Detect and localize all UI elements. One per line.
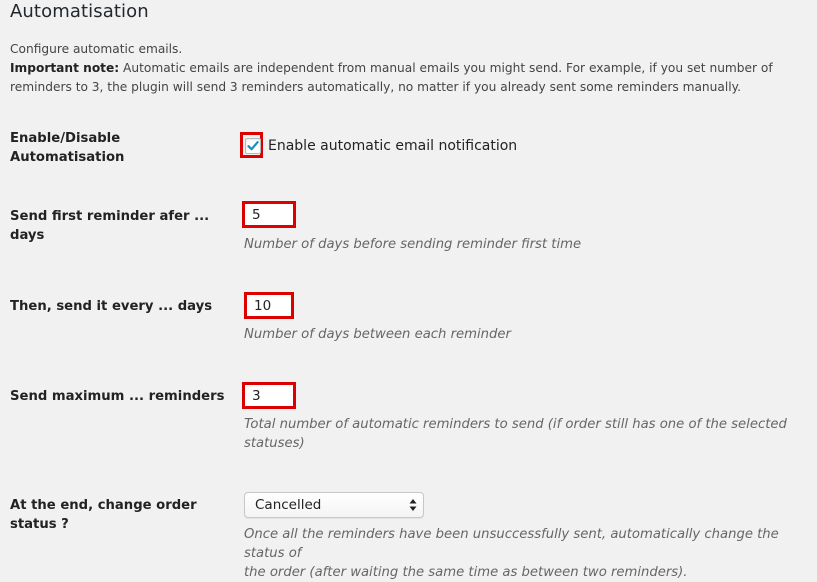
section-title: Automatisation bbox=[10, 1, 149, 22]
enable-automatic-email-label[interactable]: Enable automatic email notification bbox=[268, 138, 518, 154]
order-status-selected-value: Cancelled bbox=[255, 497, 322, 513]
interval-description: Number of days between each reminder bbox=[244, 327, 511, 342]
end-status-label-line1: At the end, change order bbox=[10, 498, 197, 513]
maximum-reminders-description bbox=[244, 415, 787, 453]
updown-arrows-icon bbox=[409, 498, 417, 512]
section-intro bbox=[10, 40, 810, 97]
important-note-text: Automatic emails are independent from manual emails you might send. For example, if you set number of reminders to 3, the plugin will send 3 reminders automatically, no matter if you already sent some reminders manually. bbox=[10, 61, 773, 94]
first-reminder-description: Number of days before sending reminder first time bbox=[244, 237, 582, 252]
reminder-interval-input[interactable] bbox=[244, 292, 294, 319]
end-status-description-line2: the order (after waiting the same time as between two reminders). bbox=[244, 565, 688, 580]
end-status-label-line2: status ? bbox=[10, 517, 69, 532]
important-note-label: Important note: bbox=[10, 61, 120, 75]
end-status-description bbox=[244, 525, 817, 582]
interval-label: Then, send it every ... days bbox=[10, 299, 213, 314]
enable-automatisation-label bbox=[10, 129, 124, 167]
maximum-reminders-input[interactable] bbox=[242, 382, 296, 409]
first-reminder-label-line2: days bbox=[10, 228, 45, 243]
enable-automatic-email-checkbox[interactable] bbox=[245, 138, 261, 154]
first-reminder-label-line1: Send first reminder afer ... bbox=[10, 209, 210, 224]
maximum-description-line1: Total number of automatic reminders to send (if order still has one of the selected bbox=[244, 417, 787, 432]
important-note bbox=[10, 59, 810, 97]
checkmark-icon bbox=[246, 139, 260, 153]
enable-label-line2: Automatisation bbox=[10, 150, 125, 165]
order-status-select[interactable] bbox=[244, 492, 424, 518]
maximum-description-line2: statuses) bbox=[244, 436, 305, 451]
end-status-description-line1: Once all the reminders have been unsuccessfully sent, automatically change the status of bbox=[244, 527, 779, 561]
end-status-label bbox=[10, 496, 197, 534]
first-reminder-label bbox=[10, 207, 209, 245]
first-reminder-days-input[interactable] bbox=[242, 201, 296, 228]
enable-label-line1: Enable/Disable bbox=[10, 131, 121, 146]
maximum-reminders-label: Send maximum ... reminders bbox=[10, 389, 225, 404]
intro-text: Configure automatic emails. bbox=[10, 42, 183, 56]
